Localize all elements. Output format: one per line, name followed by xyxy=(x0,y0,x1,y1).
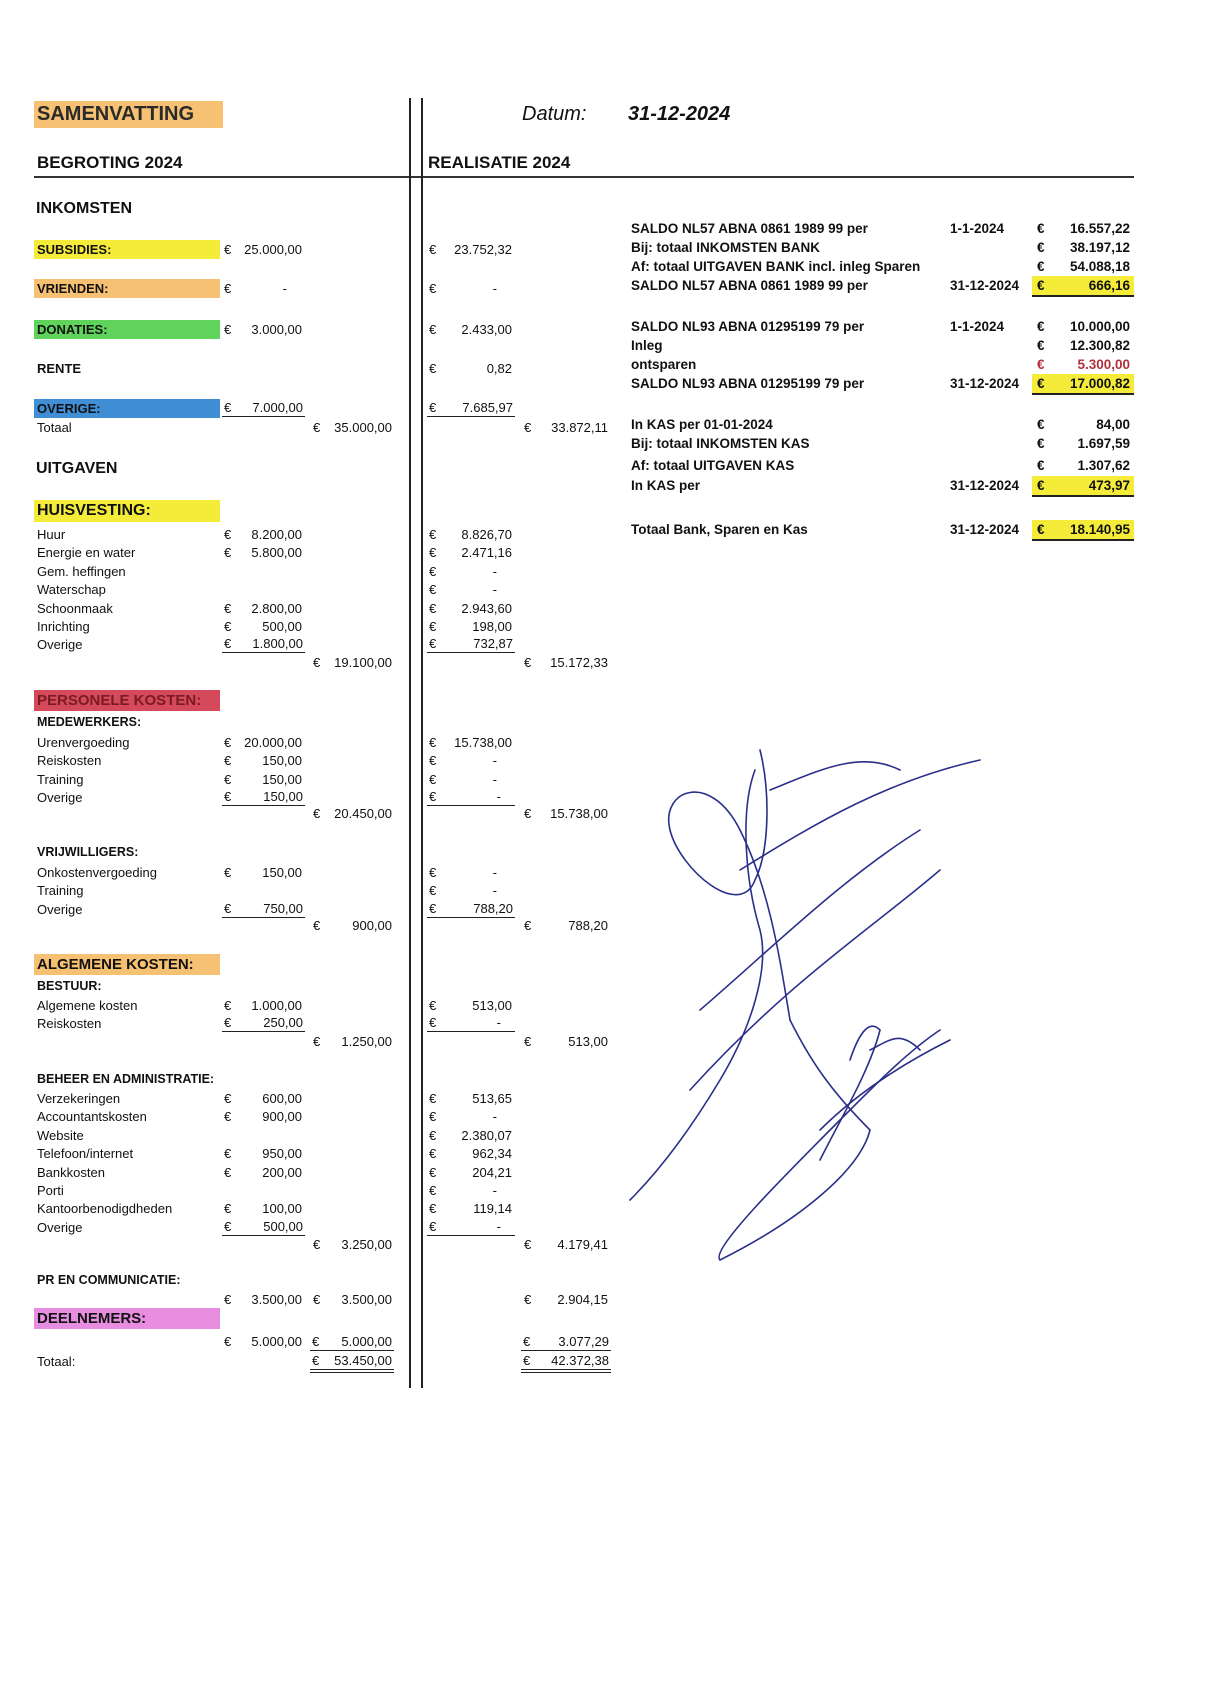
vrijwilligers-subtotaal-realisatie: 788,20 xyxy=(568,918,608,933)
row-realisatie: 198,00 xyxy=(472,619,512,634)
saldo-label: Bij: totaal INKOMSTEN KAS xyxy=(631,436,810,451)
euro-sign: € xyxy=(224,1292,232,1307)
overige-realisatie: 7.685,97 xyxy=(462,400,513,415)
euro-sign: € xyxy=(224,1015,232,1031)
euro-sign: € xyxy=(429,1091,437,1106)
pr-subtotaal-begroting: 3.500,00 xyxy=(341,1292,392,1307)
saldo-label: SALDO NL57 ABNA 0861 1989 99 per xyxy=(631,278,868,293)
vrijwilligers-subtotaal-begroting: 900,00 xyxy=(352,918,392,933)
totaal-uitgaven-begroting: 53.450,00 xyxy=(334,1353,392,1368)
saldo-date: 1-1-2024 xyxy=(950,221,1005,236)
euro-sign: € xyxy=(313,1292,321,1307)
euro-sign: € xyxy=(224,1091,232,1106)
euro-sign: € xyxy=(429,563,437,579)
header-rule xyxy=(34,176,1134,178)
euro-sign: € xyxy=(224,545,232,561)
euro-sign: € xyxy=(224,998,232,1013)
row-realisatie-cell xyxy=(427,1015,515,1032)
euro-sign: € xyxy=(429,636,437,652)
row-label: Kantoorbenodigdheden xyxy=(37,1201,173,1217)
euro-sign: € xyxy=(1037,240,1045,255)
saldo-value: 38.197,12 xyxy=(1069,240,1130,255)
pr-heading: PR EN COMMUNICATIE: xyxy=(37,1273,181,1287)
saldo-value: 1.697,59 xyxy=(1077,436,1130,451)
euro-sign: € xyxy=(224,600,232,616)
row-realisatie: - xyxy=(496,789,501,805)
euro-sign: € xyxy=(429,242,437,257)
row-realisatie: 119,14 xyxy=(473,1201,512,1217)
row-begroting: 1.000,00 xyxy=(251,998,302,1013)
row-label: Website xyxy=(37,1127,84,1143)
row-begroting: 100,00 xyxy=(262,1201,302,1217)
saldo-value-cell xyxy=(1032,520,1134,541)
vrienden-realisatie: - xyxy=(492,281,497,296)
euro-sign: € xyxy=(224,865,232,880)
saldo-label: SALDO NL93 ABNA 01295199 79 per xyxy=(631,376,865,391)
medewerkers-subtotaal-realisatie: 15.738,00 xyxy=(550,806,608,821)
row-label: Verzekeringen xyxy=(37,1091,121,1106)
row-realisatie: - xyxy=(492,1183,497,1198)
row-realisatie: - xyxy=(492,753,497,769)
row-label: Telefoon/internet xyxy=(37,1146,134,1162)
row-label: Overige xyxy=(37,637,83,653)
saldo-date: 1-1-2024 xyxy=(950,319,1005,334)
euro-sign: € xyxy=(429,600,437,616)
row-realisatie: - xyxy=(492,582,497,598)
row-begroting: 2.800,00 xyxy=(251,600,302,616)
euro-sign: € xyxy=(313,655,321,670)
saldo-value: 12.300,82 xyxy=(1069,338,1130,353)
saldo-label: Inleg xyxy=(631,338,663,353)
rente-realisatie: 0,82 xyxy=(486,361,512,376)
euro-sign: € xyxy=(524,420,532,435)
euro-sign: € xyxy=(1037,478,1045,493)
euro-sign: € xyxy=(429,1109,437,1125)
euro-sign: € xyxy=(224,619,232,634)
row-begroting: 900,00 xyxy=(262,1109,302,1125)
row-label: Waterschap xyxy=(37,582,106,598)
euro-sign: € xyxy=(1037,458,1045,473)
euro-sign: € xyxy=(429,1015,437,1031)
euro-sign: € xyxy=(429,753,437,769)
subsidies-realisatie: 23.752,32 xyxy=(454,242,512,257)
row-label: Algemene kosten xyxy=(37,998,138,1013)
bestuur-subtotaal-realisatie: 513,00 xyxy=(568,1034,608,1049)
saldo-value: 473,97 xyxy=(1088,478,1130,493)
euro-sign: € xyxy=(1037,259,1045,274)
euro-sign: € xyxy=(429,789,437,805)
pr-begroting: 3.500,00 xyxy=(251,1292,302,1307)
row-label: Inrichting xyxy=(37,619,90,634)
euro-sign: € xyxy=(429,1164,437,1180)
donaties-label: DONATIES: xyxy=(34,320,220,339)
algemene-kosten-label: ALGEMENE KOSTEN: xyxy=(34,954,220,975)
beheer-subtotaal-realisatie: 4.179,41 xyxy=(557,1237,608,1252)
row-realisatie: - xyxy=(492,1109,497,1125)
totaal-begroting: 35.000,00 xyxy=(334,420,392,435)
saldo-date: 31-12-2024 xyxy=(950,478,1020,493)
page-title: SAMENVATTING xyxy=(34,101,223,128)
row-label: Bankkosten xyxy=(37,1164,105,1180)
euro-sign: € xyxy=(224,753,232,769)
euro-sign: € xyxy=(313,420,321,435)
row-begroting-cell xyxy=(222,1219,305,1236)
euro-sign: € xyxy=(224,1164,232,1180)
row-label: Reiskosten xyxy=(37,753,102,769)
overige-begroting-cell xyxy=(222,400,305,417)
row-label: Schoonmaak xyxy=(37,600,113,616)
deelnemers-subtotaal-begroting-cell xyxy=(310,1334,394,1351)
row-begroting: 150,00 xyxy=(262,753,302,769)
row-begroting-cell xyxy=(222,636,305,653)
saldo-label: SALDO NL93 ABNA 01295199 79 per xyxy=(631,319,865,334)
row-realisatie: 962,34 xyxy=(472,1146,512,1162)
row-label: Overige xyxy=(37,1219,83,1235)
euro-sign: € xyxy=(1037,278,1045,293)
saldo-value: 1.307,62 xyxy=(1077,458,1130,473)
medewerkers-heading: MEDEWERKERS: xyxy=(37,715,142,729)
row-label: Porti xyxy=(37,1183,64,1198)
euro-sign: € xyxy=(524,1034,532,1049)
euro-sign: € xyxy=(1037,376,1045,391)
saldo-value: 16.557,22 xyxy=(1069,221,1130,236)
euro-sign: € xyxy=(312,1334,320,1349)
euro-sign: € xyxy=(1037,319,1045,334)
euro-sign: € xyxy=(224,1218,232,1234)
euro-sign: € xyxy=(429,527,437,542)
euro-sign: € xyxy=(429,361,437,376)
euro-sign: € xyxy=(224,1201,232,1217)
row-begroting: 150,00 xyxy=(263,789,303,805)
row-begroting: 20.000,00 xyxy=(244,735,302,750)
row-realisatie-cell xyxy=(427,901,515,918)
huisvesting-label: HUISVESTING: xyxy=(34,500,220,522)
row-label: Overige xyxy=(37,790,83,806)
euro-sign: € xyxy=(224,242,232,257)
euro-sign: € xyxy=(429,400,437,415)
euro-sign: € xyxy=(1037,522,1045,537)
row-realisatie: 2.380,07 xyxy=(461,1127,512,1143)
euro-sign: € xyxy=(224,400,232,415)
row-label: Training xyxy=(37,883,84,899)
euro-sign: € xyxy=(524,806,532,821)
row-begroting: 950,00 xyxy=(262,1146,302,1162)
euro-sign: € xyxy=(429,582,437,598)
saldo-value-cell xyxy=(1032,476,1134,497)
row-begroting: 8.200,00 xyxy=(251,527,302,542)
row-begroting: 150,00 xyxy=(262,865,302,880)
euro-sign: € xyxy=(524,918,532,933)
bestuur-heading: BESTUUR: xyxy=(37,979,102,993)
row-realisatie: 732,87 xyxy=(473,636,513,652)
euro-sign: € xyxy=(429,735,437,750)
euro-sign: € xyxy=(1037,338,1045,353)
overige-begroting: 7.000,00 xyxy=(252,400,303,415)
row-label: Urenvergoeding xyxy=(37,735,130,750)
deelnemers-begroting: 5.000,00 xyxy=(251,1334,302,1349)
row-realisatie: - xyxy=(492,865,497,880)
saldo-value: 5.300,00 xyxy=(1077,357,1130,372)
row-realisatie-cell xyxy=(427,1219,515,1236)
row-realisatie: 513,65 xyxy=(472,1091,512,1106)
row-begroting: 500,00 xyxy=(262,619,302,634)
euro-sign: € xyxy=(224,636,232,652)
euro-sign: € xyxy=(224,322,232,337)
euro-sign: € xyxy=(224,527,232,542)
donaties-begroting: 3.000,00 xyxy=(251,322,302,337)
euro-sign: € xyxy=(429,1218,437,1234)
saldo-label: ontsparen xyxy=(631,357,697,372)
saldo-value-cell xyxy=(1032,276,1134,297)
euro-sign: € xyxy=(224,771,232,787)
deelnemers-realisatie: 3.077,29 xyxy=(558,1334,609,1349)
euro-sign: € xyxy=(1037,436,1045,451)
euro-sign: € xyxy=(429,1183,437,1198)
euro-sign: € xyxy=(429,1127,437,1143)
euro-sign: € xyxy=(1037,357,1045,372)
euro-sign: € xyxy=(429,1201,437,1217)
euro-sign: € xyxy=(224,789,232,805)
saldo-value: 18.140,95 xyxy=(1069,522,1130,537)
row-realisatie: - xyxy=(496,1218,501,1234)
uitgaven-heading: UITGAVEN xyxy=(36,460,118,477)
row-label: Energie en water xyxy=(37,545,136,561)
euro-sign: € xyxy=(224,1146,232,1162)
euro-sign: € xyxy=(429,619,437,634)
begroting-heading: BEGROTING 2024 xyxy=(37,153,183,172)
row-realisatie-cell xyxy=(427,789,515,806)
donaties-realisatie: 2.433,00 xyxy=(461,322,512,337)
euro-sign: € xyxy=(524,655,532,670)
saldo-date: 31-12-2024 xyxy=(950,278,1020,293)
euro-sign: € xyxy=(429,545,437,561)
row-label: Reiskosten xyxy=(37,1016,102,1032)
saldo-date: 31-12-2024 xyxy=(950,376,1020,391)
huisvesting-subtotaal-realisatie: 15.172,33 xyxy=(550,655,608,670)
euro-sign: € xyxy=(313,1237,321,1252)
euro-sign: € xyxy=(429,771,437,787)
row-label: Onkostenvergoeding xyxy=(37,865,157,880)
saldo-value: 666,16 xyxy=(1088,278,1130,293)
row-begroting: 200,00 xyxy=(262,1164,302,1180)
signature xyxy=(620,730,1000,1270)
column-divider-left xyxy=(409,98,411,1388)
row-label: Huur xyxy=(37,527,66,542)
saldo-value: 84,00 xyxy=(1096,417,1130,432)
vrienden-begroting: - xyxy=(282,281,287,296)
saldo-label: Af: totaal UITGAVEN BANK incl. inleg Sparen xyxy=(631,259,921,274)
row-begroting: 500,00 xyxy=(263,1218,303,1234)
row-realisatie: - xyxy=(492,883,497,899)
huisvesting-subtotaal-begroting: 19.100,00 xyxy=(334,655,392,670)
euro-sign: € xyxy=(224,1334,232,1349)
euro-sign: € xyxy=(1037,417,1045,432)
row-realisatie: 8.826,70 xyxy=(461,527,512,542)
totaal-uitgaven-realisatie: 42.372,38 xyxy=(551,1353,609,1368)
euro-sign: € xyxy=(523,1334,531,1349)
euro-sign: € xyxy=(429,865,437,880)
deelnemers-label: DEELNEMERS: xyxy=(34,1308,220,1329)
row-realisatie: - xyxy=(492,563,497,579)
row-label: Gem. heffingen xyxy=(37,563,126,579)
totaal-realisatie: 33.872,11 xyxy=(551,420,608,435)
saldo-label: In KAS per xyxy=(631,478,701,493)
subsidies-label: SUBSIDIES: xyxy=(34,240,220,259)
row-begroting: 250,00 xyxy=(263,1015,303,1031)
euro-sign: € xyxy=(429,322,437,337)
date-value: 31-12-2024 xyxy=(628,103,731,125)
inkomsten-heading: INKOMSTEN xyxy=(36,200,132,217)
row-begroting-cell xyxy=(222,901,305,918)
column-divider-right xyxy=(421,98,423,1388)
bestuur-subtotaal-begroting: 1.250,00 xyxy=(341,1034,392,1049)
deelnemers-subtotaal-begroting: 5.000,00 xyxy=(341,1334,392,1349)
row-realisatie: 513,00 xyxy=(472,998,512,1013)
totaal-uitgaven-begroting-cell xyxy=(310,1353,394,1373)
euro-sign: € xyxy=(224,1109,232,1125)
row-realisatie: 15.738,00 xyxy=(454,735,512,750)
row-realisatie-cell xyxy=(427,636,515,653)
row-begroting: 150,00 xyxy=(262,771,302,787)
subsidies-begroting: 25.000,00 xyxy=(244,242,302,257)
euro-sign: € xyxy=(313,918,321,933)
date-label: Datum: xyxy=(522,103,587,125)
row-begroting-cell xyxy=(222,1015,305,1032)
euro-sign: € xyxy=(224,900,232,916)
row-label: Training xyxy=(37,771,84,787)
row-label: Overige xyxy=(37,901,83,917)
euro-sign: € xyxy=(523,1353,531,1368)
row-begroting: 600,00 xyxy=(262,1091,302,1106)
saldo-value: 17.000,82 xyxy=(1069,376,1130,391)
saldo-label: Bij: totaal INKOMSTEN BANK xyxy=(631,240,820,255)
saldo-label: In KAS per 01-01-2024 xyxy=(631,417,773,432)
row-begroting: 1.800,00 xyxy=(252,636,303,652)
realisatie-heading: REALISATIE 2024 xyxy=(428,153,571,172)
rente-label: RENTE xyxy=(37,361,82,376)
personele-kosten-label: PERSONELE KOSTEN: xyxy=(34,690,220,711)
row-label: Accountantskosten xyxy=(37,1109,147,1125)
vrienden-label: VRIENDEN: xyxy=(34,279,220,298)
euro-sign: € xyxy=(313,806,321,821)
saldo-date: 31-12-2024 xyxy=(950,522,1020,537)
euro-sign: € xyxy=(313,1034,321,1049)
row-begroting-cell xyxy=(222,789,305,806)
euro-sign: € xyxy=(429,900,437,916)
row-realisatie: 2.471,16 xyxy=(461,545,512,561)
row-begroting: 750,00 xyxy=(263,900,303,916)
saldo-label: Totaal Bank, Sparen en Kas xyxy=(631,522,808,537)
saldo-value-cell xyxy=(1032,374,1134,395)
euro-sign: € xyxy=(312,1353,320,1368)
saldo-value: 54.088,18 xyxy=(1069,259,1130,274)
row-realisatie: - xyxy=(492,771,497,787)
totaal-label: Totaal xyxy=(37,420,72,435)
totaal-uitgaven-label: Totaal: xyxy=(37,1354,76,1369)
row-realisatie: 204,21 xyxy=(472,1164,512,1180)
euro-sign: € xyxy=(1037,221,1045,236)
beheer-heading: BEHEER EN ADMINISTRATIE: xyxy=(37,1072,215,1086)
euro-sign: € xyxy=(524,1292,532,1307)
saldo-value: 10.000,00 xyxy=(1069,319,1130,334)
row-realisatie: 2.943,60 xyxy=(461,600,512,616)
euro-sign: € xyxy=(429,1146,437,1162)
saldo-label: Af: totaal UITGAVEN KAS xyxy=(631,458,795,473)
medewerkers-subtotaal-begroting: 20.450,00 xyxy=(334,806,392,821)
euro-sign: € xyxy=(429,998,437,1013)
euro-sign: € xyxy=(429,281,437,296)
overige-label: OVERIGE: xyxy=(34,399,220,418)
euro-sign: € xyxy=(524,1237,532,1252)
totaal-uitgaven-realisatie-cell xyxy=(521,1353,611,1373)
euro-sign: € xyxy=(224,735,232,750)
euro-sign: € xyxy=(224,281,232,296)
pr-realisatie: 2.904,15 xyxy=(557,1292,608,1307)
saldo-label: SALDO NL57 ABNA 0861 1989 99 per xyxy=(631,221,868,236)
vrijwilligers-heading: VRIJWILLIGERS: xyxy=(37,845,139,859)
beheer-subtotaal-begroting: 3.250,00 xyxy=(341,1237,392,1252)
euro-sign: € xyxy=(429,883,437,899)
row-realisatie: 788,20 xyxy=(473,900,513,916)
row-realisatie: - xyxy=(496,1015,501,1031)
deelnemers-realisatie-cell xyxy=(521,1334,611,1351)
row-begroting: 5.800,00 xyxy=(251,545,302,561)
overige-realisatie-cell xyxy=(427,400,515,417)
